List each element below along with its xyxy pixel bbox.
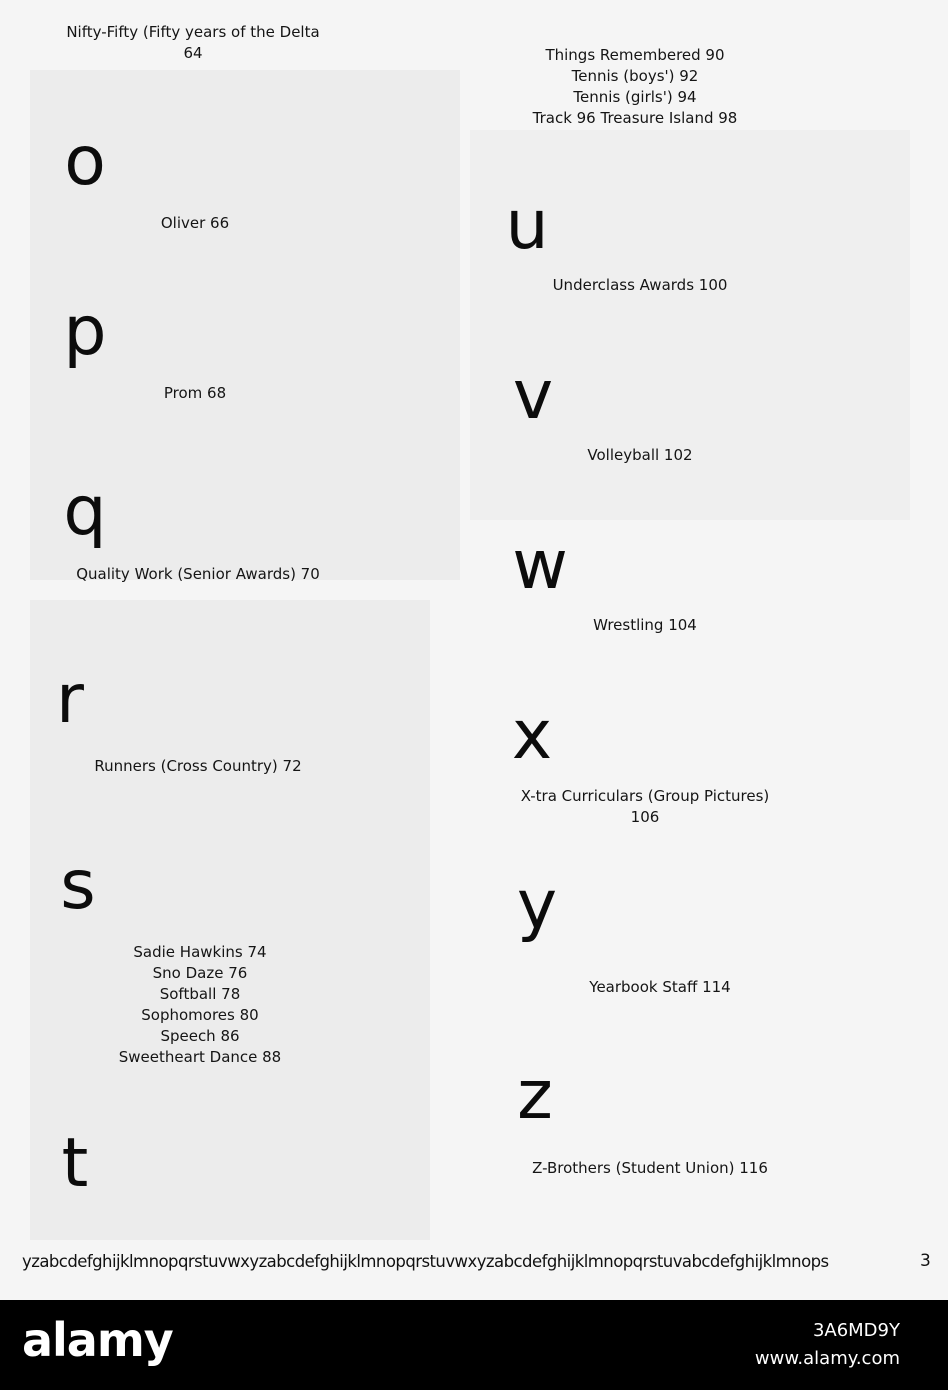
alphabet-strip: yzabcdefghijklmnopqrstuvwxyzabcdefghijklmnopqrstuvwxyzabcdefghijklmnopqrstuvabcdefghijklmnops — [22, 1252, 829, 1271]
section-s-entries: Sadie Hawkins 74 Sno Daze 76 Softball 78 Sophomores 80 Speech 86 Sweetheart Dance 88 — [118, 943, 282, 1066]
section-v-entries: Volleyball 102 — [587, 446, 693, 464]
section-q-entries: Quality Work (Senior Awards) 70 — [76, 565, 320, 583]
section-u-entries: Underclass Awards 100 — [552, 276, 728, 294]
section-w-entries: Wrestling 104 — [593, 616, 697, 634]
section-letter-p: p — [63, 292, 107, 371]
section-letter-r: r — [56, 660, 84, 739]
brand-text: alamy — [22, 1313, 173, 1367]
page-number: 3 — [920, 1251, 931, 1271]
section-z-entries: Z-Brothers (Student Union) 116 — [532, 1159, 768, 1177]
section-r-entries: Runners (Cross Country) 72 — [94, 757, 302, 775]
section-letter-w: w — [512, 526, 568, 605]
section-p-entries: Prom 68 — [163, 384, 227, 402]
section-x-entries: X-tra Curriculars (Group Pictures) 106 — [520, 787, 770, 826]
section-letter-q: q — [63, 472, 107, 551]
section-o-entries: Oliver 66 — [160, 214, 230, 232]
section-letter-y: y — [516, 866, 558, 945]
nifty-fifty-entry: Nifty-Fifty (Fifty years of the Delta 64 — [66, 23, 320, 62]
section-letter-u: u — [505, 186, 549, 265]
section-letter-x: x — [511, 696, 553, 775]
section-y-entries: Yearbook Staff 114 — [589, 978, 731, 996]
section-letter-v: v — [512, 356, 554, 435]
section-letter-t: t — [61, 1124, 89, 1203]
section-letter-s: s — [60, 846, 96, 925]
watermark-url: www.alamy.com — [754, 1348, 900, 1369]
watermark-brand-logo — [22, 1313, 173, 1367]
section-t-entries: Things Remembered 90 Tennis (boys') 92 Tennis (girls') 94 Track 96 Treasure Island 98 — [532, 46, 738, 127]
section-letter-z: z — [517, 1056, 553, 1135]
watermark-image-id: 3A6MD9Y — [812, 1320, 900, 1341]
section-letter-o: o — [64, 122, 106, 201]
